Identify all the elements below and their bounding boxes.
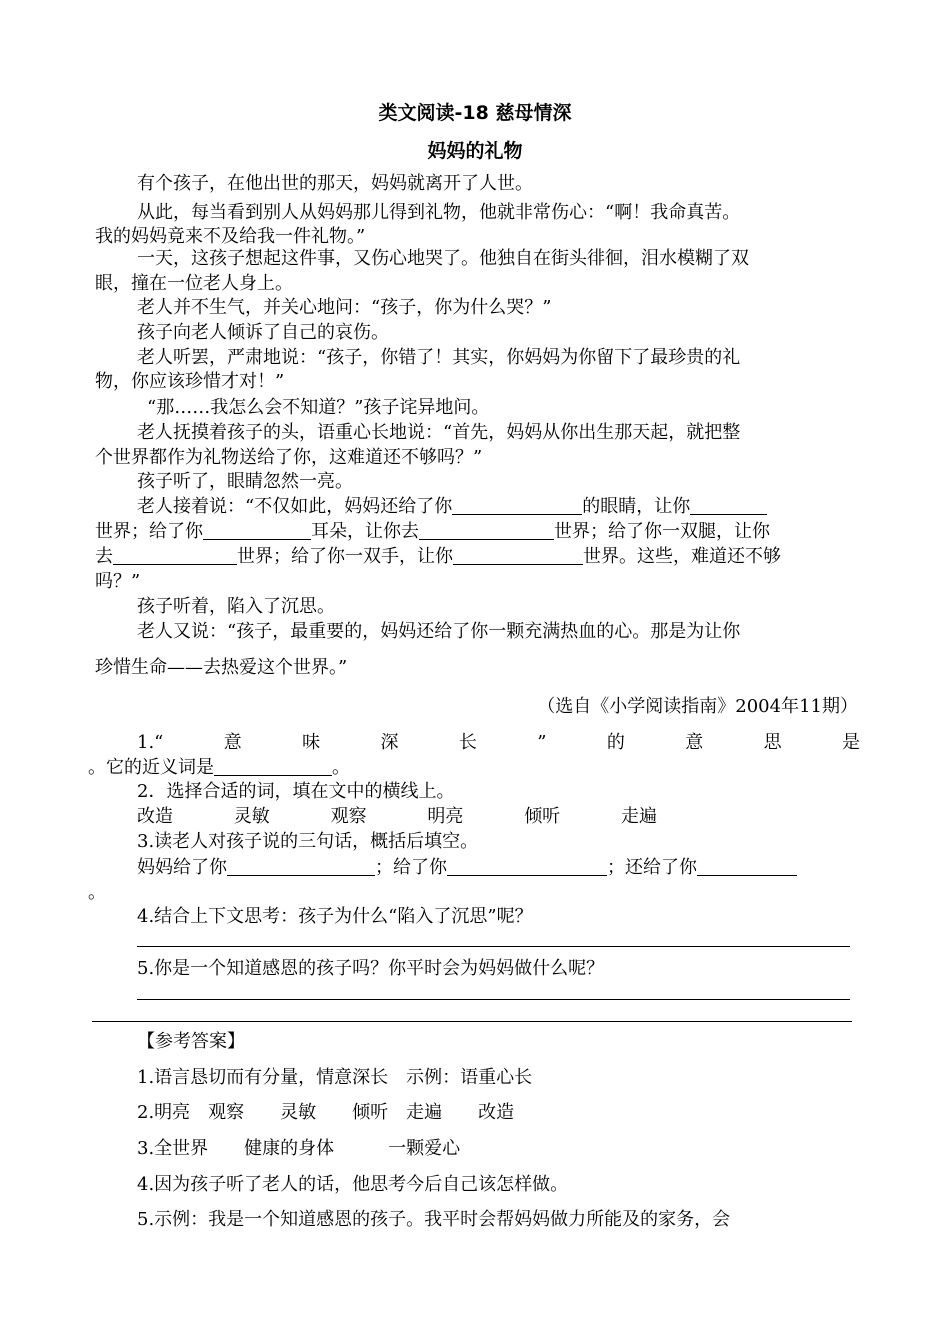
question-3-blanks: 妈妈给了你 ；给了你 ；还给了你 [137, 856, 860, 880]
answer-line[interactable] [137, 946, 850, 947]
fill-blank[interactable] [452, 496, 582, 515]
answer-blank[interactable] [214, 757, 332, 776]
question-1-continued: 。它的近义词是 。 [88, 757, 350, 778]
question-2: 2．选择合适的词，填在文中的横线上。 [137, 781, 455, 802]
page-title: 类文阅读-18 慈母情深 [378, 102, 572, 124]
question-4: 4.结合上下文思考：孩子为什么“陷入了沉思”呢？ [137, 906, 533, 927]
answer-blank[interactable] [697, 857, 797, 876]
word-bank [137, 805, 657, 829]
section-divider [92, 1021, 852, 1022]
story-line: 吗？” [95, 571, 141, 592]
story-line: 个世界都作为礼物送给了你，这难道还不够吗？” [95, 447, 483, 468]
answer-2: 2.明亮 观察 灵敏 倾听 走遍 改造 [137, 1102, 515, 1123]
answer-line[interactable] [137, 999, 850, 1000]
answer-blank[interactable] [447, 857, 607, 876]
answer-3: 3.全世界 健康的身体 一颗爱心 [137, 1138, 461, 1159]
story-line: 我的妈妈竟来不及给我一件礼物。” [95, 226, 366, 247]
fill-blank[interactable] [453, 546, 583, 565]
source-citation: （选自《小学阅读指南》2004年11期） [537, 696, 858, 717]
fill-blank[interactable] [419, 521, 554, 540]
story-line-with-blanks: 世界；给了你 耳朵，让你去 世界；给了你一双腿，让你 [95, 521, 770, 542]
question-1: 1.“ 意 味 深 长 ” 的 意 思 是 [137, 732, 860, 753]
story-line: 有个孩子，在他出世的那天，妈妈就离开了人世。 [137, 173, 533, 194]
story-line: 老人并不生气，并关心地问：“孩子，你为什么哭？” [137, 297, 552, 318]
story-line: 眼，撞在一位老人身上。 [95, 273, 293, 294]
story-line: 珍惜生命——去热爱这个世界。” [95, 657, 348, 678]
word-option: 观察 [330, 806, 367, 827]
story-line: “那……我怎么会不知道？”孩子诧异地问。 [147, 397, 490, 418]
answer-blank[interactable] [227, 857, 375, 876]
story-line: 孩子听着，陷入了沉思。 [137, 596, 335, 617]
fill-blank[interactable] [113, 546, 237, 565]
fill-blank[interactable] [203, 521, 311, 540]
story-line: 孩子向老人倾诉了自己的哀伤。 [137, 322, 389, 343]
story-line: 孩子听了，眼睛忽然一亮。 [137, 471, 353, 492]
word-option: 明亮 [427, 806, 464, 827]
story-line: 老人抚摸着孩子的头，语重心长地说：“首先，妈妈从你出生那天起，就把整 [137, 422, 741, 443]
story-title: 妈妈的礼物 [427, 140, 523, 162]
word-option: 改造 [137, 806, 173, 827]
story-line: 一天，这孩子想起这件事，又伤心地哭了。他独自在街头徘徊，泪水模糊了双 [137, 248, 749, 269]
answer-1: 1.语言恳切而有分量，情意深长 示例：语重心长 [137, 1067, 533, 1088]
story-line: 老人听罢，严肃地说：“孩子，你错了！其实，你妈妈为你留下了最珍贵的礼 [137, 347, 741, 368]
question-5: 5.你是一个知道感恩的孩子吗？你平时会为妈妈做什么呢？ [137, 958, 605, 979]
story-line-with-blanks: 去 世界；给了你一双手，让你 世界。这些，难道还不够 [95, 546, 781, 567]
word-option: 走遍 [620, 806, 657, 827]
word-option: 倾听 [524, 806, 561, 827]
answer-heading: 【参考答案】 [137, 1031, 245, 1052]
story-line: 从此，每当看到别人从妈妈那儿得到礼物，他就非常伤心：“啊！我命真苦。 [137, 202, 741, 223]
question-3-end: 。 [88, 882, 106, 903]
answer-4: 4.因为孩子听了老人的话，他思考今后自己该怎样做。 [137, 1174, 569, 1195]
answer-5: 5.示例：我是一个知道感恩的孩子。我平时会帮妈妈做力所能及的家务，会 [137, 1209, 731, 1230]
word-option: 灵敏 [233, 806, 270, 827]
question-3: 3.读老人对孩子说的三句话，概括后填空。 [137, 831, 479, 852]
fill-blank[interactable] [690, 496, 767, 515]
story-line: 物，你应该珍惜才对！” [95, 371, 285, 392]
story-line: 老人又说：“孩子，最重要的，妈妈还给了你一颗充满热血的心。那是为让你 [137, 621, 741, 642]
story-line-with-blanks: 老人接着说：“不仅如此，妈妈还给了你 的眼睛，让你 [137, 495, 860, 519]
